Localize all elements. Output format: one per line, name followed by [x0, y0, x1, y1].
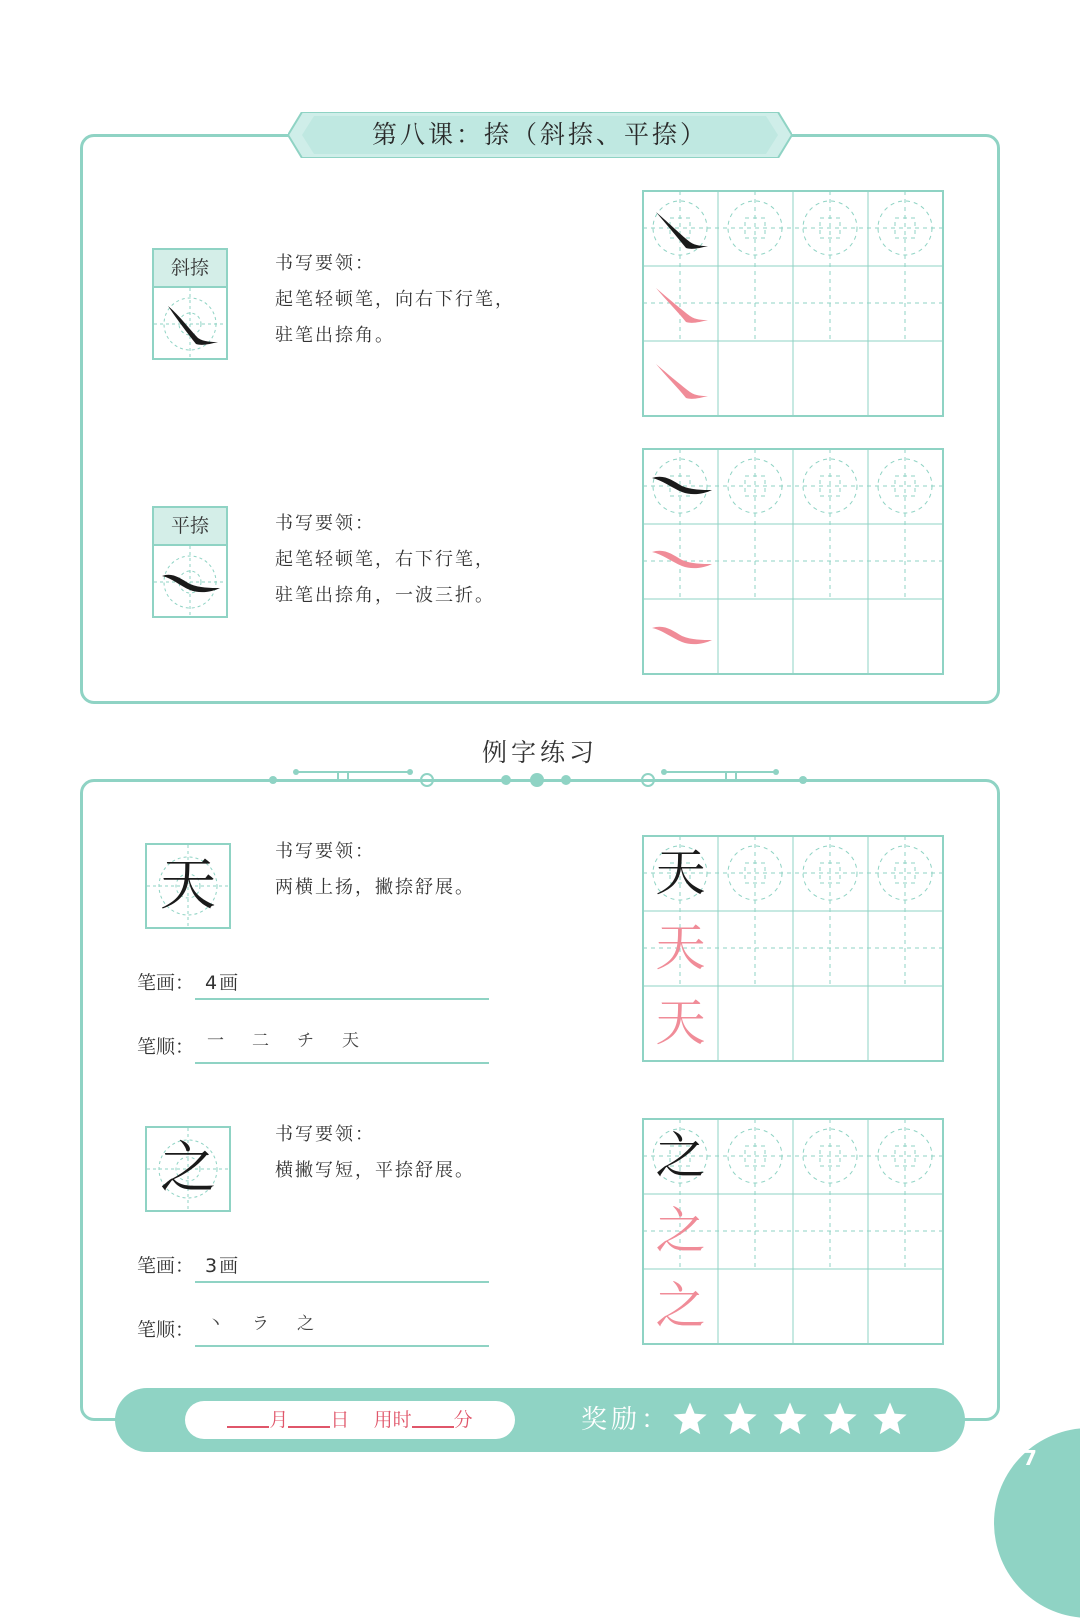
star-icon[interactable]	[821, 1400, 859, 1438]
char-sample-zhi	[145, 1126, 231, 1212]
practice-grid-tian[interactable]	[642, 835, 944, 1062]
reward-stars[interactable]	[671, 1400, 909, 1438]
stroke-tips-ping-na	[275, 506, 495, 614]
stroke-order-step: 丶	[207, 1314, 224, 1334]
char-tips-tian	[275, 834, 475, 906]
page-number: 7	[1023, 1446, 1037, 1470]
underline	[195, 1062, 489, 1064]
minutes-blank[interactable]	[412, 1408, 454, 1428]
reward-label: 奖励：	[581, 1405, 672, 1435]
stroke-tips-xie-na	[275, 246, 515, 354]
underline	[195, 1345, 489, 1347]
lesson-title-banner	[288, 112, 792, 158]
stroke-card-label: 平捺	[154, 508, 226, 546]
month-blank[interactable]	[227, 1408, 269, 1428]
month-label: 月	[269, 1409, 289, 1431]
trace-char-black: 之	[655, 1127, 706, 1185]
tips-line: 驻笔出捺角。	[275, 325, 395, 346]
tips-line: 横撇写短，平捺舒展。	[275, 1160, 475, 1181]
practice-grid-xie-na[interactable]	[642, 190, 944, 417]
stroke-count-value: 4画	[205, 972, 241, 994]
stroke-order-step: 二	[252, 1031, 269, 1051]
char-glyph: 天	[160, 853, 216, 918]
stroke-count-label: 笔画：	[137, 972, 195, 994]
tips-line: 起笔轻顿笔，向右下行笔，	[275, 289, 515, 310]
tips-line: 起笔轻顿笔，右下行笔，	[275, 549, 495, 570]
star-icon[interactable]	[771, 1400, 809, 1438]
stroke-card-ping-na	[152, 506, 228, 618]
practice-grid-ping-na[interactable]	[642, 448, 944, 675]
stroke-order-steps	[207, 1309, 314, 1334]
stroke-sample-xie-na	[154, 288, 226, 360]
tips-title: 书写要领：	[275, 253, 375, 274]
practice-grid-zhi[interactable]	[642, 1118, 944, 1345]
day-label: 日	[330, 1409, 350, 1431]
date-time-field[interactable]	[185, 1401, 515, 1439]
star-icon[interactable]	[671, 1400, 709, 1438]
tips-title: 书写要领：	[275, 513, 375, 534]
trace-char-pink: 天	[655, 994, 706, 1052]
time-used-label: 用时	[373, 1409, 412, 1431]
stroke-count-value: 3画	[205, 1255, 241, 1277]
underline	[195, 998, 489, 1000]
stroke-sample-ping-na	[154, 546, 226, 618]
char-glyph: 之	[160, 1136, 216, 1201]
trace-char-pink: 之	[655, 1277, 706, 1335]
stroke-order-label: 笔顺：	[137, 1036, 195, 1058]
underline	[195, 1281, 489, 1283]
day-blank[interactable]	[288, 1408, 330, 1428]
progress-footer-bar	[115, 1388, 965, 1452]
stroke-card-xie-na	[152, 248, 228, 360]
char-tips-zhi	[275, 1117, 475, 1189]
stroke-order-step: チ	[297, 1031, 314, 1051]
star-icon[interactable]	[721, 1400, 759, 1438]
tips-title: 书写要领：	[275, 841, 375, 862]
trace-char-pink: 之	[655, 1202, 706, 1260]
stroke-order-steps	[207, 1026, 359, 1051]
stroke-count-label: 笔画：	[137, 1255, 195, 1277]
section-title: 例字练习	[481, 738, 598, 767]
tips-line: 驻笔出捺角，一波三折。	[275, 585, 495, 606]
stroke-order-step: 之	[297, 1314, 314, 1334]
stroke-order-step: ラ	[252, 1314, 269, 1334]
minutes-label: 分	[453, 1409, 473, 1431]
stroke-card-label: 斜捺	[154, 250, 226, 288]
stroke-order-step: 天	[342, 1031, 359, 1051]
lesson-title: 第八课：捺（斜捺、平捺）	[371, 120, 708, 149]
tips-line: 两横上扬，撇捺舒展。	[275, 877, 475, 898]
trace-char-pink: 天	[655, 919, 706, 977]
stroke-order-label: 笔顺：	[137, 1319, 195, 1341]
char-sample-tian	[145, 843, 231, 929]
stroke-order-step: 一	[207, 1031, 224, 1051]
star-icon[interactable]	[871, 1400, 909, 1438]
trace-char-black: 天	[655, 844, 706, 902]
tips-title: 书写要领：	[275, 1124, 375, 1145]
